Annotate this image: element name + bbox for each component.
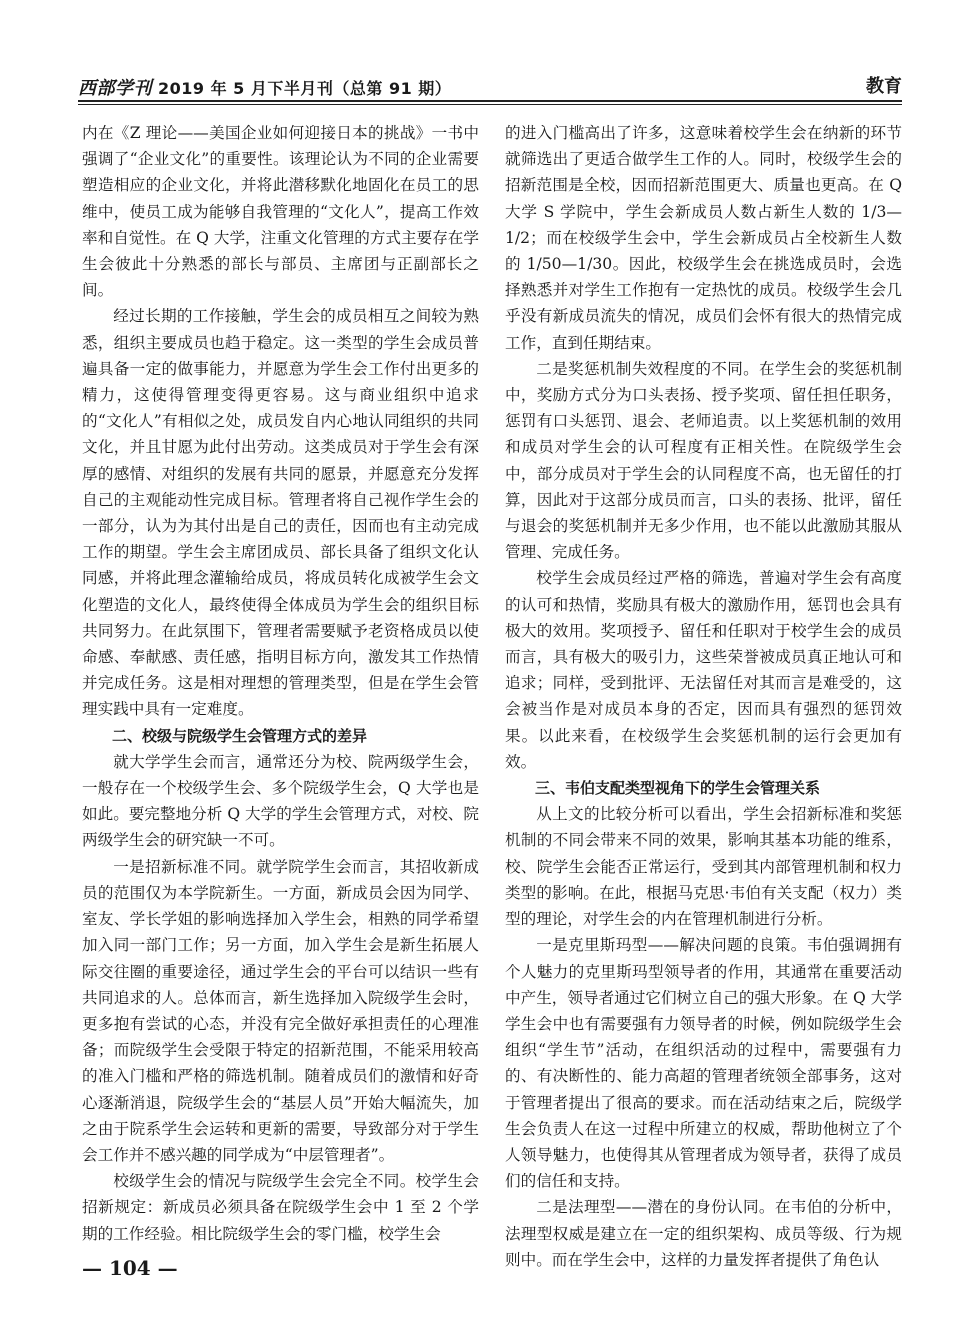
running-header	[78, 72, 902, 98]
body-paragraph: 一是招新标准不同。就学院学生会而言，其招收新成员的范围仅为本学院新生。一方面，新成员会因为同学、室友、学长学姐的影响选择加入学生会，相熟的同学希望加入同一部门工作；另一方面，加入学生会是新生拓展人际交往圈的重要途径，通过学生会的平台可以结识一些有共同追求的人。总体而言，新生选择加入院级学生会时，更多抱有尝试的心态，并没有完全做好承担责任的心理准备；而院级学生会受限于特定的招新范围，不能采用较高的准入门槛和严格的筛选机制。随着成员们的激情和好奇心逐渐消退，院级学生会的“基层人员”开始大幅流失，加之由于院系学生会运转和更新的需要，导致部分对于学生会工作并不感兴趣的同学成为“中层管理者”。	[82, 857, 479, 1164]
body-paragraph: 经过长期的工作接触，学生会的成员相互之间较为熟悉，组织主要成员也趋于稳定。这一类型的学生会成员普遍具备一定的做事能力，并愿意为学生会工作付出更多的精力，这使得管理变得更容易。这与商业组织中追求的“文化人”有相似之处，成员发自内心地认同组织的共同文化，并且甘愿为此付出劳动。这类成员对于学生会有深厚的感情、对组织的发展有共同的愿景，并愿意充分发挥自己的主观能动性完成目标。管理者将自己视作学生会的一部分，认为为其付出是自己的责任，因而也有主动完成工作的期望。学生会主席团成员、部长具备了组织文化认同感，并将此理念灌输给成员，将成员转化成被学生会文化塑造的文化人，最终使得全体成员为学生会的组织目标共同努力。在此氛围下，管理者需要赋予老资格成员以使命感、奉献感、责任感，指明目标方向，激发其工作热情并完成任务。这是相对理想的管理类型，但是在学生会管理实践中具有一定难度。	[82, 307, 479, 719]
page-number: — 104 —	[82, 1256, 178, 1280]
header-rule-thin	[78, 104, 902, 105]
journal-header	[78, 74, 451, 100]
journal-masthead: 西部学刊	[78, 78, 152, 99]
section-heading: 三、韦伯支配类型视角下的学生会管理关系	[535, 779, 821, 798]
section-heading: 二、校级与院级学生会管理方式的差异	[112, 726, 368, 745]
body-paragraph: 就大学学生会而言，通常还分为校、院两级学生会，一般存在一个校级学生会、多个院级学生会，Q 大学也是如此。要完整地分析 Q 大学的学生会管理方式，对校、院两级学生会的研究缺一不可。	[82, 752, 479, 850]
body-paragraph: 校级学生会的情况与院级学生会完全不同。校学生会招新规定：新成员必须具备在院级学生会中 1 至 2 个学期的工作经验。相比院级学生会的零门槛，校学生会	[82, 1172, 479, 1243]
left-column	[82, 120, 479, 1247]
section-label: 教育	[866, 76, 902, 97]
body-paragraph: 从上文的比较分析可以看出，学生会招新标准和奖惩机制的不同会带来不同的效果，影响其基本功能的维系，校、院学生会能否正常运行，受到其内部管理机制和权力类型的影响。在此，根据马克思·韦伯有关支配（权力）类型的理论，对学生会的内在管理机制进行分析。	[505, 805, 902, 929]
body-paragraph: 校学生会成员经过严格的筛选，普遍对学生会有高度的认可和热情，奖励具有极大的激励作用，惩罚也会具有极大的效用。奖项授予、留任和任职对于校学生会的成员而言，具有极大的吸引力，这些荣誉被成员真正地认可和追求；同样，受到批评、无法留任对其而言是难受的，这会被当作是对成员本身的否定，因而具有强烈的惩罚效果。以此来看，在校级学生会奖惩机制的运行会更加有效。	[505, 569, 902, 771]
body-paragraph: 内在《Z 理论——美国企业如何迎接日本的挑战》一书中强调了“企业文化”的重要性。该理论认为不同的企业需要塑造相应的企业文化，并将此潜移默化地固化在员工的思维中，使员工成为能够自我管理的“文化人”，提高工作效率和自觉性。在 Q 大学，注重文化管理的方式主要存在学生会彼此十分熟悉的部长与部员、主席团与正副部长之间。	[82, 124, 479, 300]
body-paragraph: 一是克里斯玛型——解决问题的良策。韦伯强调拥有个人魅力的克里斯玛型领导者的作用，其通常在重要活动中产生，领导者通过它们树立自己的强大形象。在 Q 大学学生会中也有需要强有力领导者的时候，例如院级学生会组织“学生节”活动，在组织活动的过程中，需要强有力的、有决断性的、能力高超的管理者统领全部事务，这对于管理者提出了很高的要求。而在活动结束之后，院级学生会负责人在这一过程中所建立的权威，帮助他树立了个人领导魅力，也使得其从管理者成为领导者，获得了成员们的信任和支持。	[505, 936, 902, 1191]
body-paragraph: 二是法理型——潜在的身份认同。在韦伯的分析中，法理型权威是建立在一定的组织架构、成员等级、行为规则中。而在学生会中，这样的力量发挥者提供了角色认	[505, 1198, 902, 1269]
body-paragraph: 二是奖惩机制失效程度的不同。在学生会的奖惩机制中，奖励方式分为口头表扬、授予奖项、留任担任职务，惩罚有口头惩罚、退会、老师追责。以上奖惩机制的效用和成员对学生会的认可程度有正相关性。在院级学生会中，部分成员对于学生会的认同程度不高，也无留任的打算，因此对于这部分成员而言，口头的表扬、批评，留任与退会的奖惩机制并无多少作用，也不能以此激励其服从管理、完成任务。	[505, 359, 902, 562]
header-rule	[78, 100, 902, 102]
body-paragraph: 的进入门槛高出了许多，这意味着校学生会在纳新的环节就筛选出了更适合做学生工作的人。同时，校级学生会的招新范围是全校，因而招新范围更大、质量也更高。在 Q 大学 S 学院中，学生会新成员人数占新生人数的 1/3—1/2；而在校级学生会中，学生会新成员占全校新生人数的 1/50—1/30。因此，校级学生会在挑选成员时，会选择熟悉并对学生工作抱有一定热忱的成员。校级学生会几乎没有新成员流失的情况，成员们会怀有很大的热情完成工作，直到任期结束。	[505, 124, 902, 352]
right-column	[505, 120, 902, 1273]
issue-info: 2019 年 5 月下半月刊（总第 91 期）	[158, 79, 452, 98]
